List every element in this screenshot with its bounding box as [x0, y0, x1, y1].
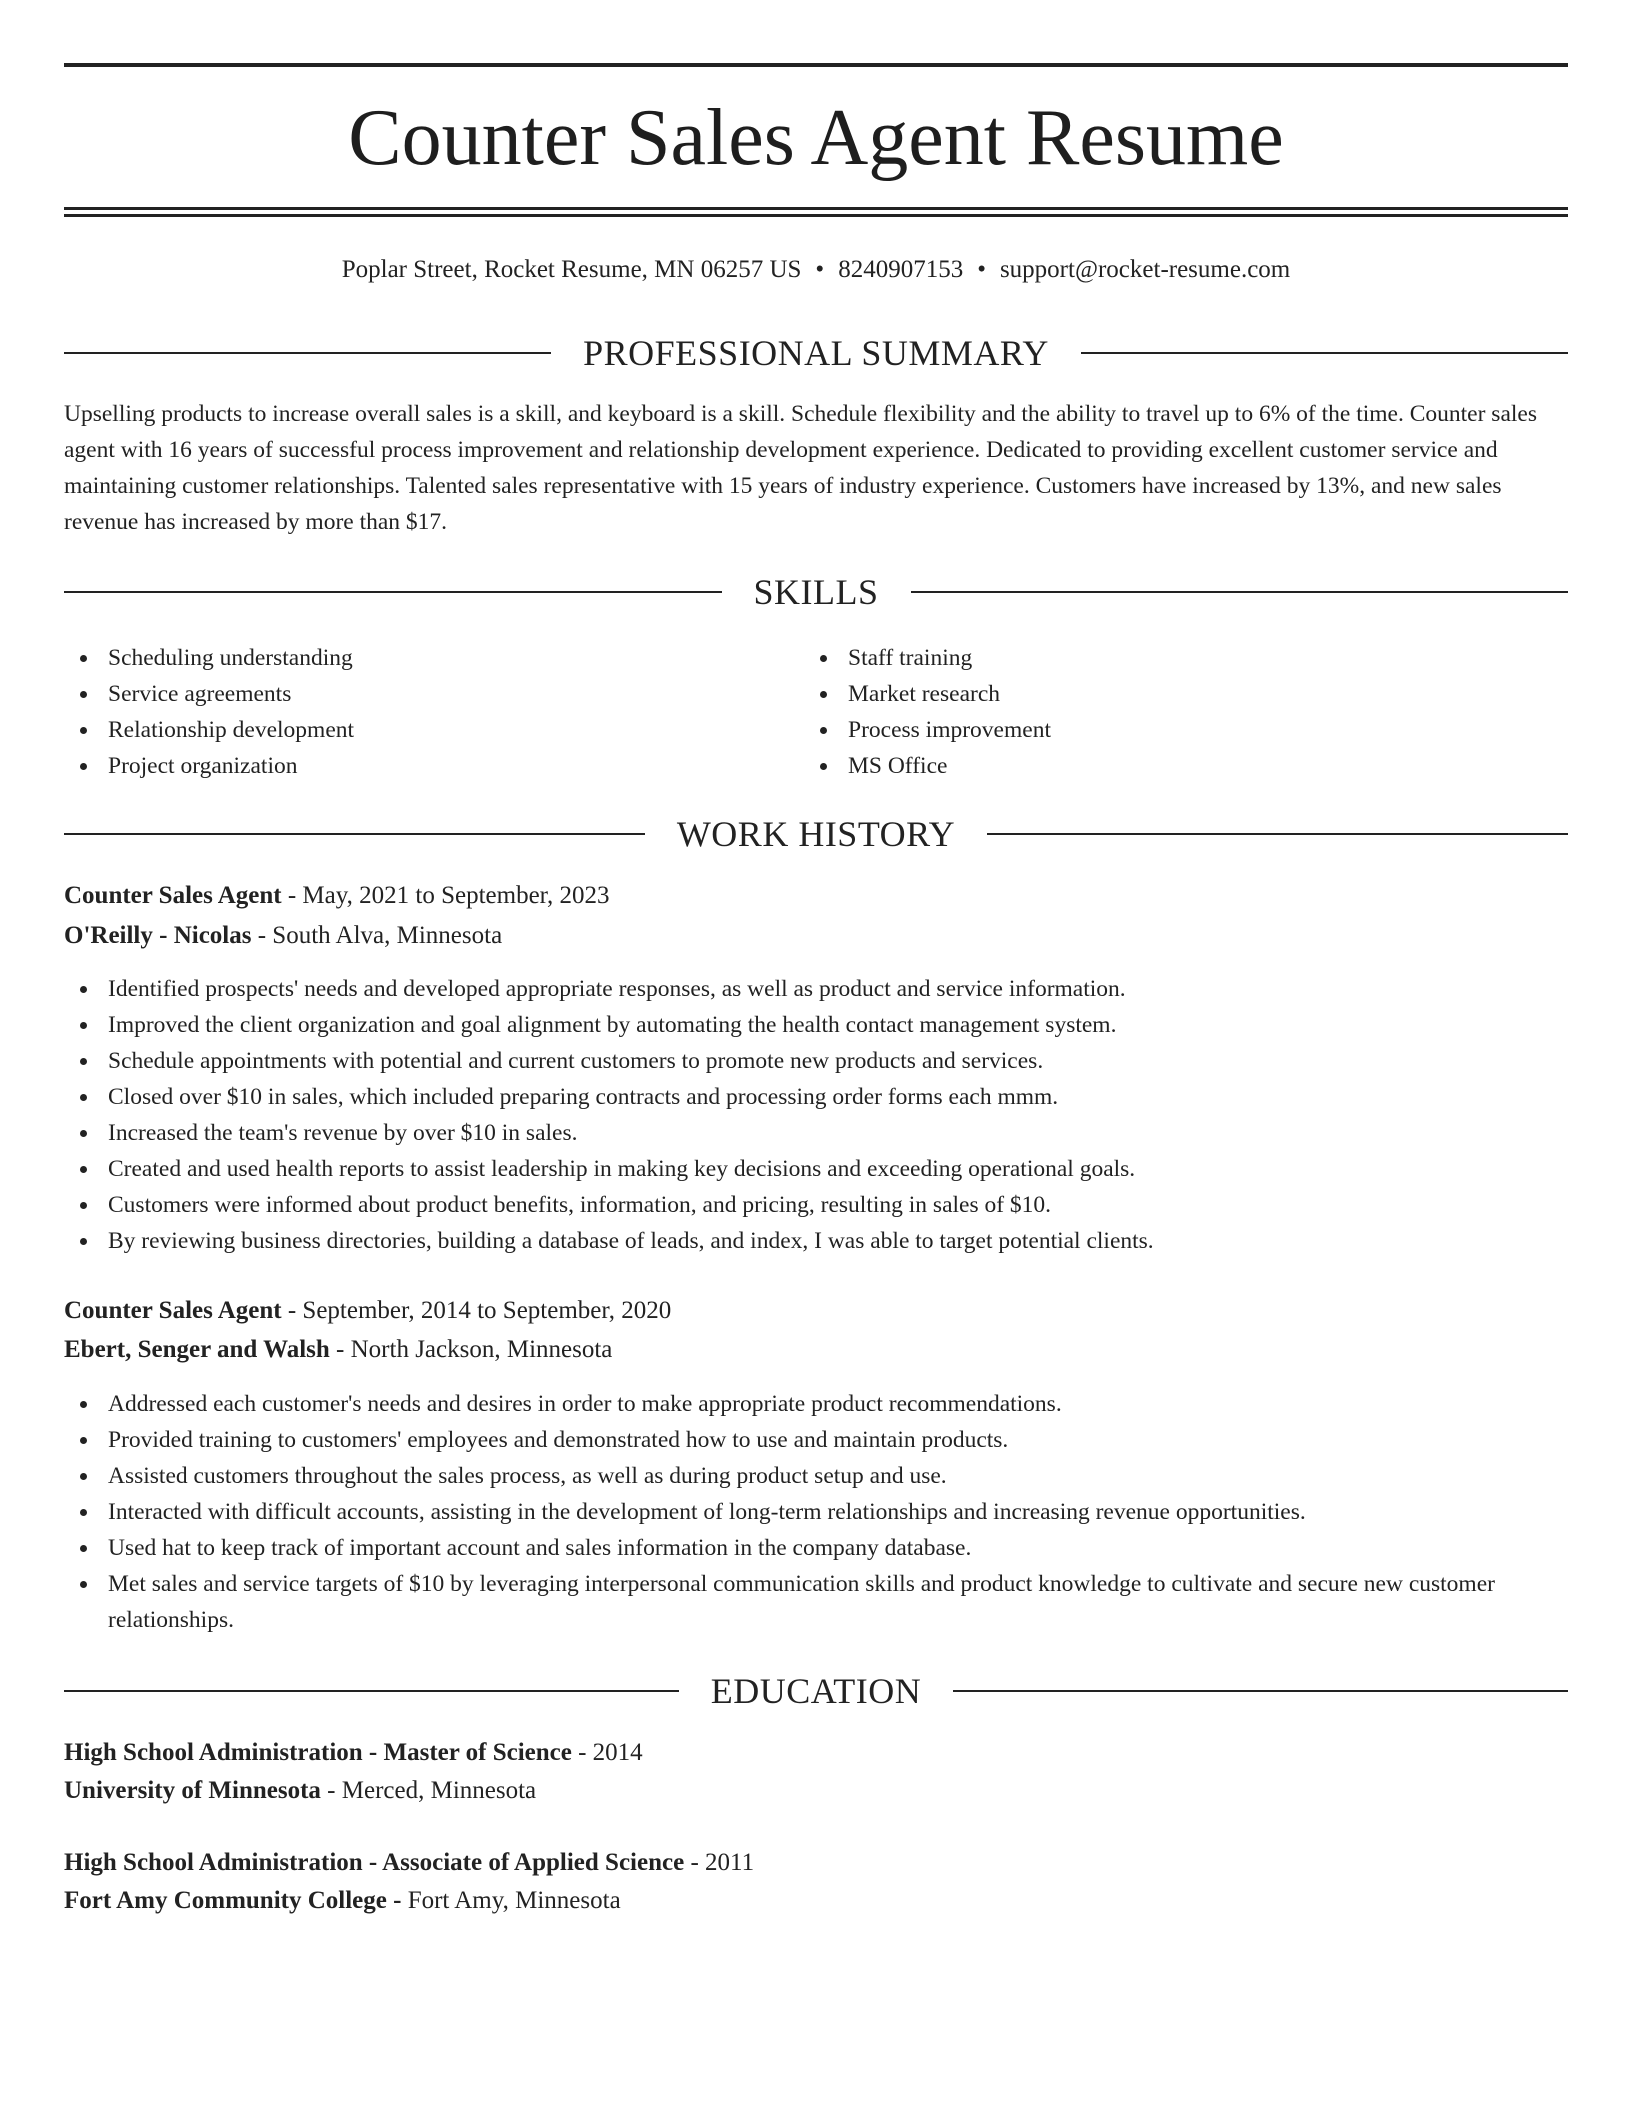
- top-rule: [64, 63, 1568, 67]
- education-degree: High School Administration - Master of Science: [64, 1739, 572, 1766]
- education-year: - 2011: [690, 1849, 755, 1876]
- summary-text: Upselling products to increase overall sales is a skill, and keyboard is a skill. Schedule flexibility and the ability to travel up to 6% of the time. Counter sales agent with 16 years of successful process improvement and relationship development experience. Dedicated to providing excellent customer service and maintaining customer relationships. Talented sales representative with 15 years of industry experience. Customers have increased by 13%, and new sales revenue has increased by more than $17.: [64, 401, 1537, 535]
- list-item: Used hat to keep track of important account and sales information in the company database.: [64, 1530, 1568, 1566]
- skill-item: Project organization: [64, 748, 804, 784]
- list-item: Schedule appointments with potential and current customers to promote new products and services.: [64, 1043, 1568, 1079]
- job-location: - North Jackson, Minnesota: [336, 1336, 613, 1363]
- list-item: Customers were informed about product benefits, information, and pricing, resulting in sales of $10.: [64, 1187, 1568, 1223]
- section-heading-work-history: [64, 812, 1568, 856]
- education-school: University of Minnesota: [64, 1777, 321, 1804]
- divider: [64, 833, 645, 835]
- divider: [64, 1690, 679, 1692]
- title-double-rule: [64, 207, 1568, 217]
- list-item: Closed over $10 in sales, which included preparing contracts and processing order forms each mmm.: [64, 1079, 1568, 1115]
- contact-separator: •: [815, 256, 825, 283]
- education-school: Fort Amy Community College -: [64, 1887, 402, 1914]
- contact-line: [64, 252, 1568, 288]
- skill-item: MS Office: [804, 748, 1544, 784]
- job-location: - South Alva, Minnesota: [257, 922, 503, 949]
- section-title: SKILLS: [753, 572, 879, 612]
- contact-email: support@rocket-resume.com: [999, 256, 1291, 283]
- list-item: Created and used health reports to assist leadership in making key decisions and exceeding operational goals.: [64, 1151, 1568, 1187]
- section-title: PROFESSIONAL SUMMARY: [583, 333, 1049, 373]
- education-degree-line: [64, 1845, 1568, 1881]
- skill-item: Service agreements: [64, 676, 804, 712]
- contact-address: Poplar Street, Rocket Resume, MN 06257 US: [341, 256, 802, 283]
- divider: [987, 833, 1568, 835]
- list-item: Addressed each customer's needs and desires in order to make appropriate product recommendations.: [64, 1386, 1568, 1422]
- job-dates: - September, 2014 to September, 2020: [287, 1297, 672, 1324]
- education-year: - 2014: [578, 1739, 643, 1766]
- job-dates: - May, 2021 to September, 2023: [287, 882, 610, 909]
- education-location: - Merced, Minnesota: [327, 1777, 537, 1804]
- skill-item: Market research: [804, 676, 1544, 712]
- list-item: Increased the team's revenue by over $10 in sales.: [64, 1115, 1568, 1151]
- education-degree: High School Administration - Associate of Applied Science: [64, 1849, 685, 1876]
- divider: [64, 591, 722, 593]
- list-item: Met sales and service targets of $10 by leveraging interpersonal communication skills and product knowledge to cultivate and secure new customer relationships.: [64, 1566, 1568, 1638]
- list-item: By reviewing business directories, building a database of leads, and index, I was able to target potential clients.: [64, 1223, 1568, 1259]
- page-title: Counter Sales Agent Resume: [348, 94, 1284, 182]
- job-title: Counter Sales Agent: [64, 1297, 282, 1324]
- divider: [1081, 352, 1568, 354]
- divider: [64, 352, 551, 354]
- list-item: Assisted customers throughout the sales process, as well as during product setup and use.: [64, 1458, 1568, 1494]
- contact-separator: •: [977, 256, 986, 283]
- skill-item: Relationship development: [64, 712, 804, 748]
- list-item: Identified prospects' needs and developed appropriate responses, as well as product and service information.: [64, 971, 1568, 1007]
- divider: [911, 591, 1569, 593]
- education-degree-line: [64, 1735, 1568, 1771]
- section-heading-skills: [64, 570, 1568, 614]
- job-title-line: [64, 1293, 1568, 1329]
- skills-list-left: [64, 640, 804, 784]
- job-title: Counter Sales Agent: [64, 882, 282, 909]
- job-title-line: [64, 878, 1568, 914]
- job-duties-list: [64, 1386, 1568, 1638]
- skill-item: Staff training: [804, 640, 1544, 676]
- education-school-line: [64, 1773, 1568, 1809]
- job-duties-list: [64, 971, 1568, 1259]
- job-company-line: [64, 1332, 1568, 1368]
- section-heading-education: [64, 1669, 1568, 1713]
- section-title: EDUCATION: [710, 1671, 922, 1711]
- education-location: Fort Amy, Minnesota: [407, 1887, 621, 1914]
- skill-item: Process improvement: [804, 712, 1544, 748]
- list-item: Improved the client organization and goal alignment by automating the health contact management system.: [64, 1007, 1568, 1043]
- list-item: Provided training to customers' employees and demonstrated how to use and maintain products.: [64, 1422, 1568, 1458]
- skill-item: Scheduling understanding: [64, 640, 804, 676]
- skills-list-right: [804, 640, 1544, 784]
- contact-phone: 8240907153: [838, 256, 964, 283]
- job-company: O'Reilly - Nicolas: [64, 922, 252, 949]
- list-item: Interacted with difficult accounts, assisting in the development of long-term relationships and increasing revenue opportunities.: [64, 1494, 1568, 1530]
- job-company-line: [64, 918, 1568, 954]
- job-company: Ebert, Senger and Walsh: [64, 1336, 330, 1363]
- divider: [953, 1690, 1568, 1692]
- section-heading-summary: [64, 331, 1568, 375]
- education-school-line: [64, 1883, 1568, 1919]
- section-title: WORK HISTORY: [676, 814, 956, 854]
